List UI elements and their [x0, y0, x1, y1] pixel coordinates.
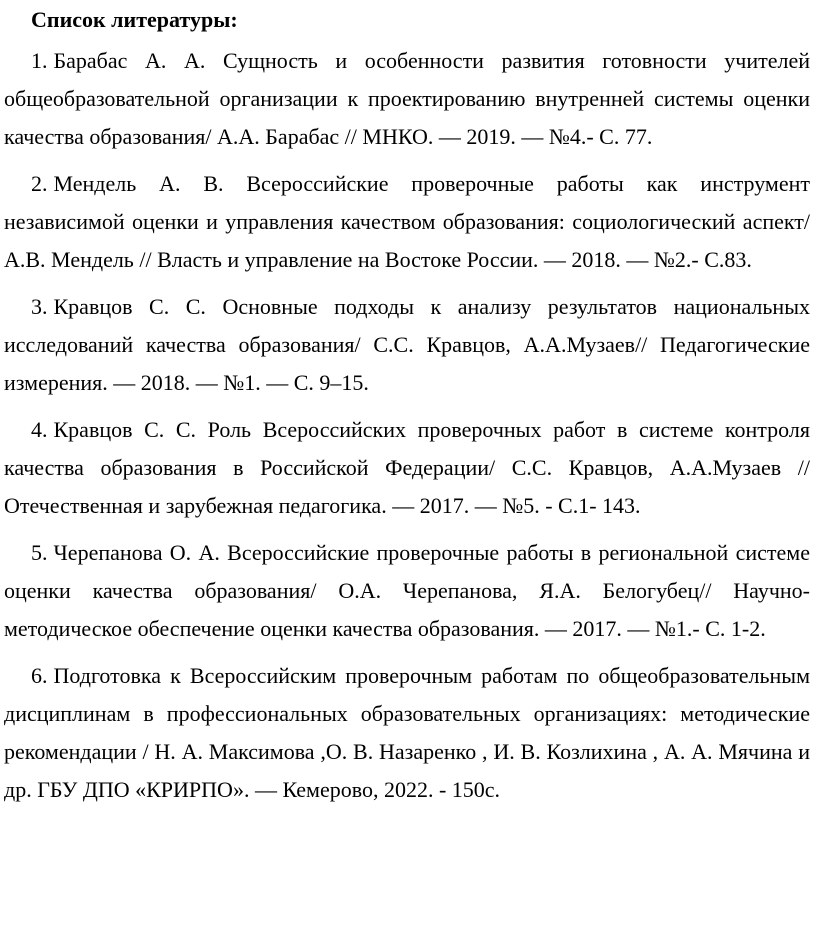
- reference-text: Барабас А. А. Сущность и особенности развития готовности учителей общеобразовательной организации к проектированию внутренней системы оценки качества образования/ А.А. Барабас // МНКО. — 2019. — №4.- С. 77.: [4, 48, 810, 149]
- reference-item: [4, 42, 810, 156]
- bibliography-title: Список литературы:: [31, 7, 238, 32]
- reference-number: 2.: [31, 171, 48, 196]
- reference-item: [4, 411, 810, 525]
- reference-number: 3.: [31, 294, 48, 319]
- reference-number: 6.: [31, 663, 48, 688]
- reference-number: 5.: [31, 540, 48, 565]
- reference-text: Мендель А. В. Всероссийские проверочные работы как инструмент независимой оценки и управления качеством образования: социологический аспект/ А.В. Мендель // Власть и управление на Востоке России. — 2018. — №2.- С.83.: [4, 171, 810, 272]
- reference-item: [4, 657, 810, 809]
- reference-item: [4, 165, 810, 279]
- reference-item: [4, 534, 810, 648]
- reference-number: 4.: [31, 417, 48, 442]
- reference-list: [4, 42, 810, 809]
- reference-item: [4, 288, 810, 402]
- reference-text: Кравцов С. С. Основные подходы к анализу результатов национальных исследований качества образования/ С.С. Кравцов, А.А.Музаев// Педагогические измерения. — 2018. — №1. — С. 9–15.: [4, 294, 810, 395]
- reference-text: Черепанова О. А. Всероссийские проверочные работы в региональной системе оценки качества образования/ О.А. Черепанова, Я.А. Белогубец// Научно-методическое обеспечение оценки качества образования. — 2017. — №1.- С. 1-2.: [4, 540, 810, 641]
- reference-text: Кравцов С. С. Роль Всероссийских проверочных работ в системе контроля качества образования в Российской Федерации/ С.С. Кравцов, А.А.Музаев // Отечественная и зарубежная педагогика. — 2017. — №5. - С.1- 143.: [4, 417, 810, 518]
- reference-number: 1.: [31, 48, 48, 73]
- reference-text: Подготовка к Всероссийским проверочным работам по общеобразовательным дисциплинам в профессиональных образовательных организациях: методические рекомендации / Н. А. Максимова ,О. В. Назаренко , И. В. Козлихина , А. А. Мячина и др. ГБУ ДПО «КРИРПО». — Кемерово, 2022. - 150с.: [4, 663, 810, 802]
